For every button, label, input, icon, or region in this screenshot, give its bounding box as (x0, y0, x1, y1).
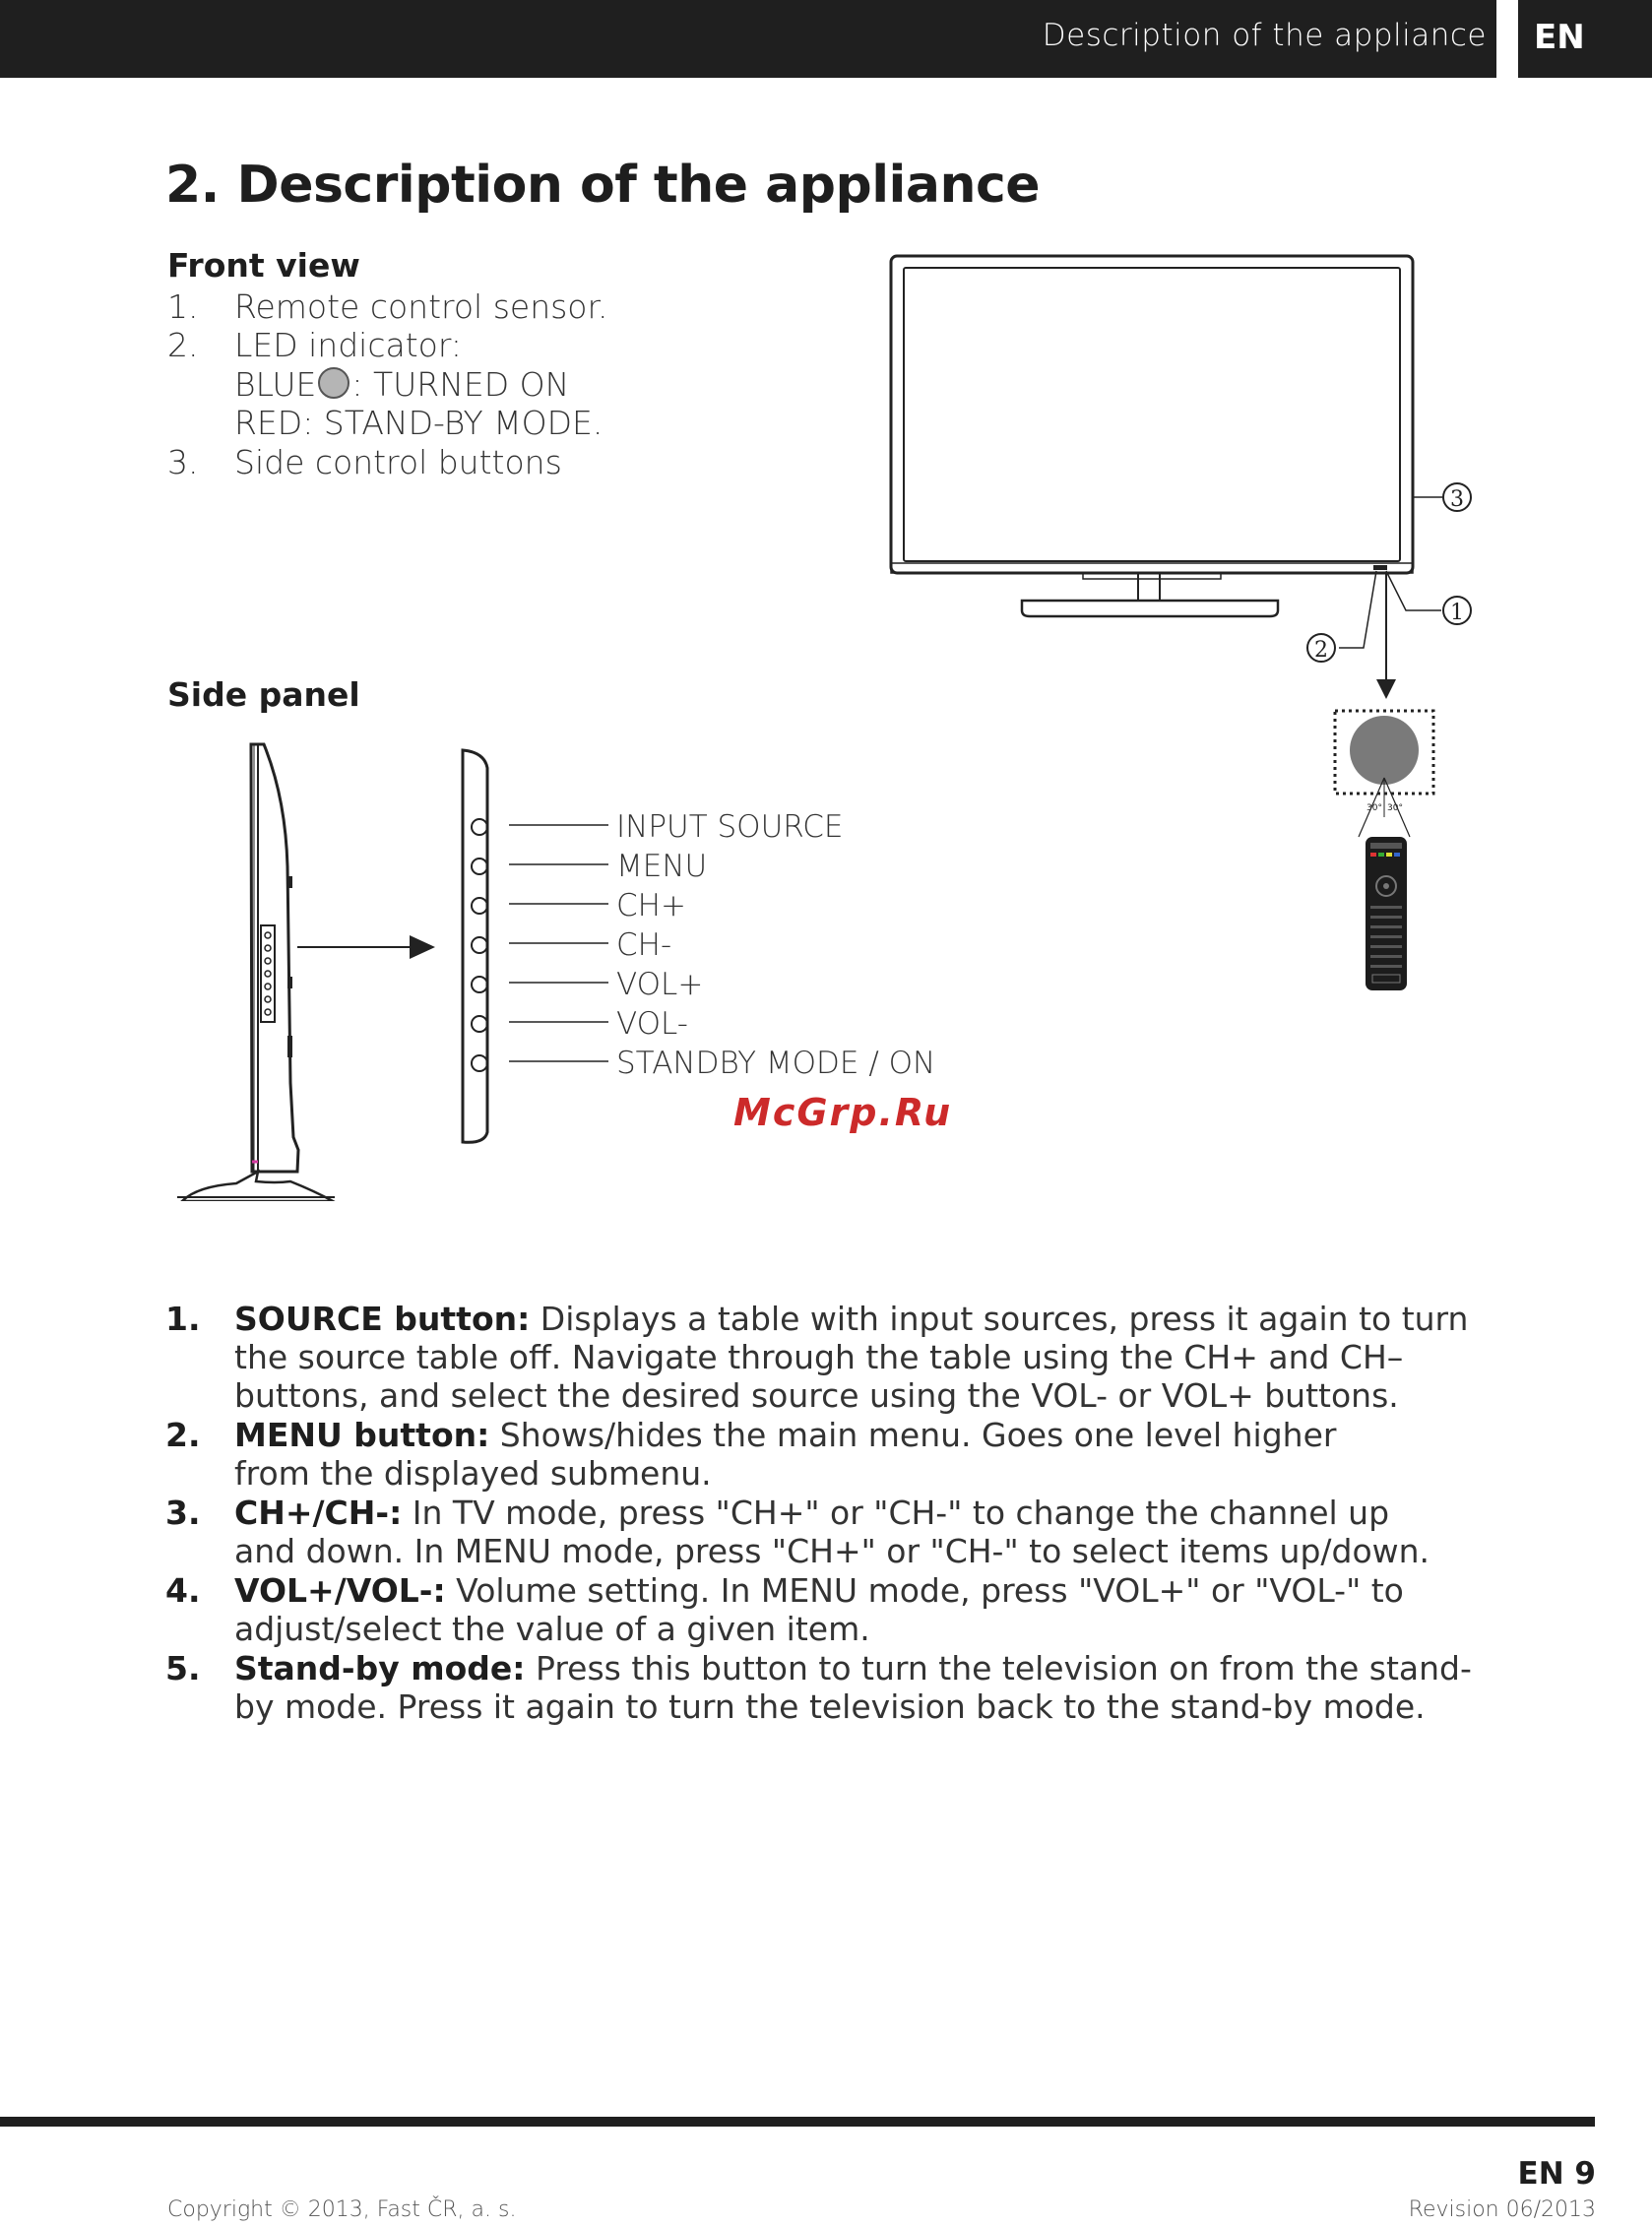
panel-button-ch-minus (472, 937, 487, 953)
description-item (234, 1571, 1494, 1648)
header-section-title: Description of the appliance (1042, 18, 1487, 53)
description-item (234, 1494, 1455, 1570)
front-item-text: LED indicator: (234, 326, 462, 364)
page-number: EN 9 (1517, 2156, 1596, 2192)
front-item-text: Remote control sensor. (234, 287, 608, 326)
sensor-angle-left: 30° (1366, 803, 1382, 813)
description-item (234, 1416, 1396, 1493)
led-blue-state: : TURNED ON (351, 365, 570, 404)
sensor-detail-dot (1350, 716, 1419, 785)
front-view-heading: Front view (167, 246, 360, 285)
description-text: Shows/hides the main menu. Goes one level higher from the displayed submenu. (234, 1416, 1337, 1493)
description-item (234, 1649, 1494, 1726)
panel-button-vol-plus (472, 977, 487, 992)
tv-stand-base (1022, 601, 1278, 616)
copyright: Copyright © 2013, Fast ČR, a. s. (167, 2197, 517, 2222)
description-number: 2. (165, 1416, 201, 1454)
side-panel-heading: Side panel (167, 675, 360, 714)
description-text: In TV mode, press "CH+" or "CH-" to change the channel up and down. In MENU mode, press "CH+" or "CH-" to select items up/down. (234, 1494, 1430, 1570)
panel-button-vol-minus (472, 1016, 487, 1032)
description-text: Displays a table with input sources, press it again to turn the source table off. Navigate through the table using the CH+ and CH– buttons, and select the desired source using the VOL- or VOL+ buttons. (234, 1300, 1469, 1415)
description-term: MENU button: (234, 1416, 490, 1454)
revision: Revision 06/2013 (1408, 2197, 1596, 2222)
sensor-arrow-head (1376, 679, 1396, 699)
sensor-angle-right: 30° (1387, 803, 1403, 813)
description-term: SOURCE button: (234, 1300, 531, 1338)
tv-stand-neck (1138, 573, 1160, 601)
button-label-vol-minus: VOL- (616, 1006, 688, 1042)
front-item-number: 3. (167, 443, 199, 481)
button-label-menu: MENU (616, 849, 708, 884)
led-blue-dot-icon (318, 367, 349, 399)
front-item-number: 1. (167, 287, 199, 326)
button-label-ch-minus: CH- (616, 927, 672, 963)
callout-2-number: 2 (1314, 638, 1328, 663)
description-number: 4. (165, 1571, 201, 1610)
led-red-line: RED: STAND-BY MODE. (234, 404, 604, 442)
description-term: Stand-by mode: (234, 1649, 526, 1687)
language-label: EN (1534, 18, 1585, 57)
tv-sensor-mark (1373, 565, 1387, 570)
description-number: 1. (165, 1300, 201, 1338)
button-label-standby: STANDBY MODE / ON (616, 1046, 936, 1081)
footer-rule (0, 2117, 1595, 2127)
description-text: Press this button to turn the television on from the stand-by mode. Press it again to turn the television back to the stand-by mode. (234, 1649, 1472, 1726)
description-item (234, 1300, 1494, 1415)
side-arrow-head (410, 935, 435, 959)
description-number: 5. (165, 1649, 201, 1687)
front-item-number: 2. (167, 326, 199, 364)
tv-side-diagram (177, 738, 610, 1201)
tv-front-diagram (866, 246, 1496, 1014)
description-term: VOL+/VOL-: (234, 1571, 446, 1610)
callout-1-number: 1 (1450, 601, 1464, 625)
description-term: CH+/CH-: (234, 1494, 403, 1532)
panel-button-input-source (472, 819, 487, 835)
panel-button-menu (472, 859, 487, 874)
led-blue-line (234, 365, 569, 404)
button-label-ch-plus: CH+ (616, 888, 686, 923)
tv-bezel (891, 256, 1413, 573)
panel-button-standby (472, 1055, 487, 1071)
tv-screen (904, 268, 1400, 561)
side-button-panel (463, 750, 487, 1142)
button-label-vol-plus: VOL+ (616, 967, 704, 1002)
callout-3-number: 3 (1450, 487, 1464, 512)
button-label-input-source: INPUT SOURCE (616, 809, 844, 845)
page-title: 2. Description of the appliance (165, 156, 1041, 215)
description-text: Volume setting. In MENU mode, press "VOL+" or "VOL-" to adjust/select the value of a given item. (234, 1571, 1404, 1648)
led-blue-label: BLUE (234, 365, 317, 404)
watermark: McGrp.Ru (733, 1091, 953, 1134)
panel-button-ch-plus (472, 898, 487, 914)
remote-control-icon (1366, 837, 1407, 990)
front-item-text: Side control buttons (234, 443, 562, 481)
description-number: 3. (165, 1494, 201, 1532)
